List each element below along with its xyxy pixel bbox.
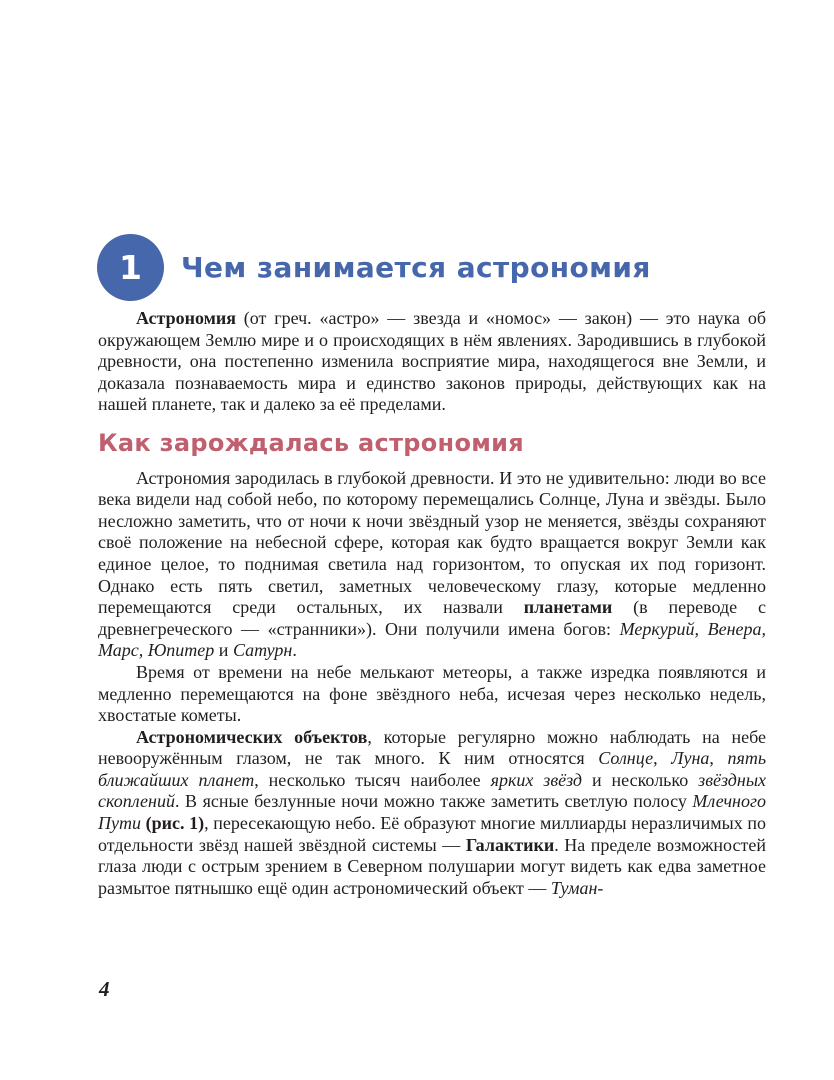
chapter-header: [97, 234, 651, 301]
chapter-number-badge: [97, 234, 164, 301]
page-content: [98, 308, 766, 899]
chapter-title: Чем занимается астрономия: [181, 251, 651, 284]
body-paragraph-history: Астрономия зародилась в глубокой древности. И это не удивительно: люди во все века видели над собой небо, по которому перемещались Солнце, Луна и звёзды. Было несложно заметить, что от ночи к ночи звёздный узор не меняется, звёзды сохраняют своё положение на небесной сфере, которая как будто вращается вокруг Земли как единое целое, то поднимая светила над горизонтом, то опуская их под горизонт. Однако есть пять светил, заметных человеческому глазу, которые медленно перемещаются среди остальных, их назвали планетами (в переводе с древнегреческого — «странники»). Они получили имена богов: Меркурий, Венера, Марс, Юпитер и Сатурн.: [98, 467, 766, 661]
page-number: 4: [99, 977, 110, 1001]
chapter-number: 1: [119, 248, 142, 287]
body-paragraph-meteors: Время от времени на небе мелькают метеоры, а также изредка появляются и медленно перемещаются на фоне звёздного неба, исчезая через несколько недель, хвостатые кометы.: [98, 661, 766, 726]
section-heading: Как зарождалась астрономия: [98, 428, 524, 457]
body-paragraph-intro: Астрономия (от греч. «астро» — звезда и «номос» — закон) — это наука об окружающем Землю мире и о происходящих в нём явлениях. Зародившись в глубокой древности, она постепенно изменила восприятие мира, находящегося вне Земли, и доказала познаваемость мира и единство законов природы, действующих как на нашей планете, так и далеко за её пределами.: [98, 308, 766, 415]
body-paragraph-objects: Астрономических объектов, которые регулярно можно наблюдать на небе невооружённым глазом, не так много. К ним относятся Солнце, Луна, пять ближайших планет, несколько тысяч наиболее ярких звёзд и несколько звёздных скоплений. В ясные безлунные ночи можно также заметить светлую полосу Млечного Пути (рис. 1), пересекающую небо. Её образуют многие миллиарды неразличимых по отдельности звёзд нашей звёздной системы — Галактики. На пределе возможностей глаза люди с острым зрением в Северном полушарии могут видеть как едва заметное размытое пятнышко ещё один астрономический объект — Туман-: [98, 726, 767, 898]
